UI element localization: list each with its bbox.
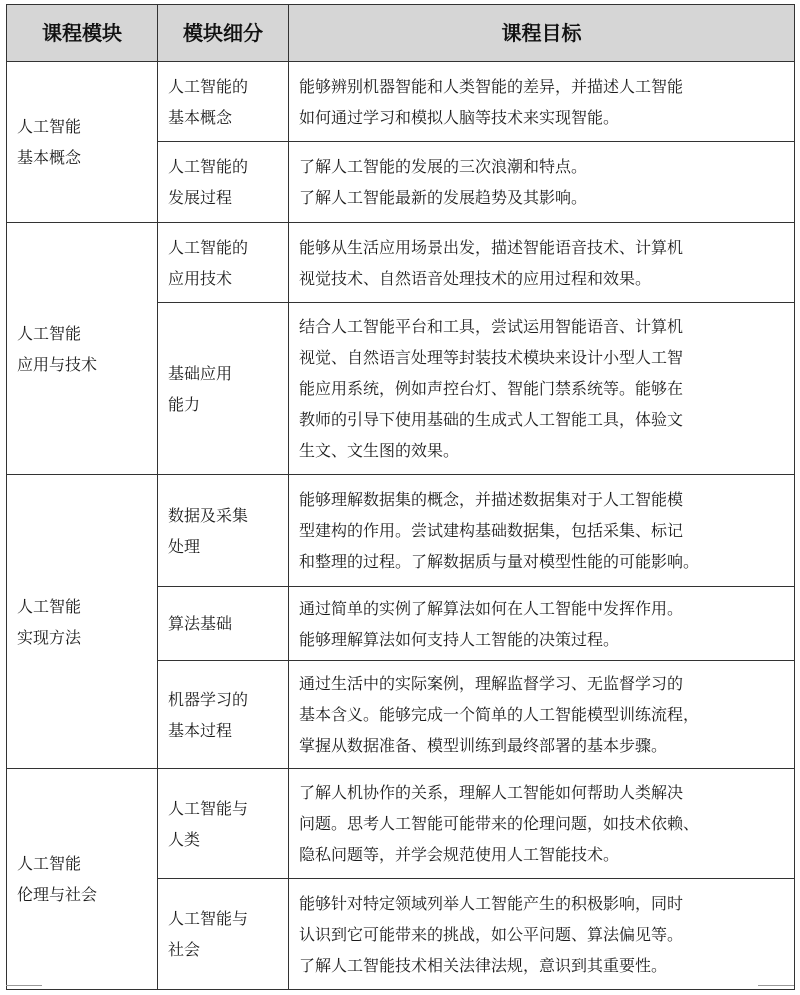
table-body xyxy=(7,62,795,990)
submodule-cell xyxy=(158,223,289,303)
module-line: 基本概念 xyxy=(17,148,82,167)
goal-line: 认识到它可能带来的挑战，如公平问题、算法偏见等。 xyxy=(299,924,684,944)
table-row xyxy=(7,769,795,879)
submodule-line: 人工智能与 xyxy=(168,798,249,818)
module-line: 实现方法 xyxy=(17,627,82,647)
table-row xyxy=(7,62,795,142)
goal-line: 生文、文生图的效果。 xyxy=(299,441,460,460)
submodule-line: 人工智能的 xyxy=(168,157,249,176)
module-line: 人工智能 xyxy=(17,596,82,616)
goal-line: 能够从生活应用场景出发，描述智能语音技术、计算机 xyxy=(299,237,684,257)
page-footer-marks xyxy=(6,985,794,991)
module-cell xyxy=(7,475,158,769)
submodule-line: 应用技术 xyxy=(168,268,233,288)
goal-line: 和整理的过程。了解数据质与量对模型性能的可能影响。 xyxy=(299,552,700,571)
goal-line: 能够辨别机器智能和人类智能的差异，并描述人工智能 xyxy=(299,76,684,96)
goal-cell xyxy=(289,303,795,475)
goal-line: 了解人工智能的发展的三次浪潮和特点。 xyxy=(299,157,588,176)
goal-cell xyxy=(289,223,795,303)
submodule-line: 基础应用 xyxy=(168,363,233,383)
goal-cell xyxy=(289,769,795,879)
submodule-cell xyxy=(158,587,289,661)
header-submodule: 模块细分 xyxy=(158,5,289,62)
goal-cell xyxy=(289,475,795,587)
goal-cell xyxy=(289,142,795,223)
goal-line: 如何通过学习和模拟人脑等技术来实现智能。 xyxy=(299,107,620,127)
footer-mark-right xyxy=(758,985,794,986)
header-row xyxy=(7,5,795,62)
submodule-cell xyxy=(158,661,289,769)
goal-line: 基本含义。能够完成一个简单的人工智能模型训练流程， xyxy=(299,705,700,724)
header-module: 课程模块 xyxy=(7,5,158,62)
goal-cell xyxy=(289,62,795,142)
goal-line: 能够针对特定领域列举人工智能产生的积极影响，同时 xyxy=(299,893,684,913)
curriculum-table xyxy=(6,4,795,990)
goal-cell xyxy=(289,587,795,661)
submodule-cell xyxy=(158,769,289,879)
submodule-line: 人类 xyxy=(168,829,201,849)
goal-line: 视觉技术、自然语音处理技术的应用过程和效果。 xyxy=(299,268,652,288)
submodule-line: 人工智能与 xyxy=(168,909,249,928)
submodule-line: 人工智能的 xyxy=(168,237,249,257)
header-goal: 课程目标 xyxy=(289,5,795,62)
goal-line: 了解人机协作的关系，理解人工智能如何帮助人类解决 xyxy=(299,783,684,802)
submodule-line: 算法基础 xyxy=(168,614,233,633)
module-line: 人工智能 xyxy=(17,854,82,873)
goal-line: 隐私问题等，并学会规范使用人工智能技术。 xyxy=(299,845,620,864)
module-line: 人工智能 xyxy=(17,323,82,343)
submodule-cell xyxy=(158,303,289,475)
submodule-line: 能力 xyxy=(168,394,201,414)
goal-line: 通过生活中的实际案例，理解监督学习、无监督学习的 xyxy=(299,674,684,693)
goal-line: 视觉、自然语言处理等封装技术模块来设计小型人工智 xyxy=(299,348,684,367)
goal-line: 能应用系统，例如声控台灯、智能门禁系统等。能够在 xyxy=(299,379,684,398)
goal-line: 能够理解数据集的概念，并描述数据集对于人工智能模 xyxy=(299,490,684,509)
submodule-line: 发展过程 xyxy=(168,188,233,207)
module-line: 人工智能 xyxy=(17,117,82,136)
submodule-line: 基本过程 xyxy=(168,720,233,740)
goal-line: 了解人工智能技术相关法律法规，意识到其重要性。 xyxy=(299,955,668,975)
goal-line: 能够理解算法如何支持人工智能的决策过程。 xyxy=(299,629,620,649)
submodule-line: 基本概念 xyxy=(168,107,233,127)
goal-line: 通过简单的实例了解算法如何在人工智能中发挥作用。 xyxy=(299,598,684,618)
goal-line: 了解人工智能最新的发展趋势及其影响。 xyxy=(299,188,588,207)
goal-cell xyxy=(289,661,795,769)
goal-line: 教师的引导下使用基础的生成式人工智能工具，体验文 xyxy=(299,410,684,429)
table-row xyxy=(7,223,795,303)
module-cell xyxy=(7,223,158,475)
submodule-cell xyxy=(158,879,289,990)
module-line: 应用与技术 xyxy=(17,354,98,374)
submodule-cell xyxy=(158,62,289,142)
footer-mark-left xyxy=(6,985,42,986)
goal-line: 问题。思考人工智能可能带来的伦理问题，如技术依赖、 xyxy=(299,814,700,833)
goal-line: 型建构的作用。尝试建构基础数据集，包括采集、标记 xyxy=(299,521,684,540)
submodule-cell xyxy=(158,475,289,587)
module-line: 伦理与社会 xyxy=(17,885,98,904)
module-cell xyxy=(7,769,158,990)
goal-line: 结合人工智能平台和工具，尝试运用智能语音、计算机 xyxy=(299,317,684,336)
submodule-line: 机器学习的 xyxy=(168,689,249,709)
submodule-line: 人工智能的 xyxy=(168,76,249,96)
table-row xyxy=(7,475,795,587)
goal-line: 掌握从数据准备、模型训练到最终部署的基本步骤。 xyxy=(299,736,668,755)
submodule-line: 处理 xyxy=(168,536,201,556)
submodule-line: 数据及采集 xyxy=(168,505,249,525)
submodule-line: 社会 xyxy=(168,940,201,959)
goal-cell xyxy=(289,879,795,990)
module-cell xyxy=(7,62,158,223)
submodule-cell xyxy=(158,142,289,223)
